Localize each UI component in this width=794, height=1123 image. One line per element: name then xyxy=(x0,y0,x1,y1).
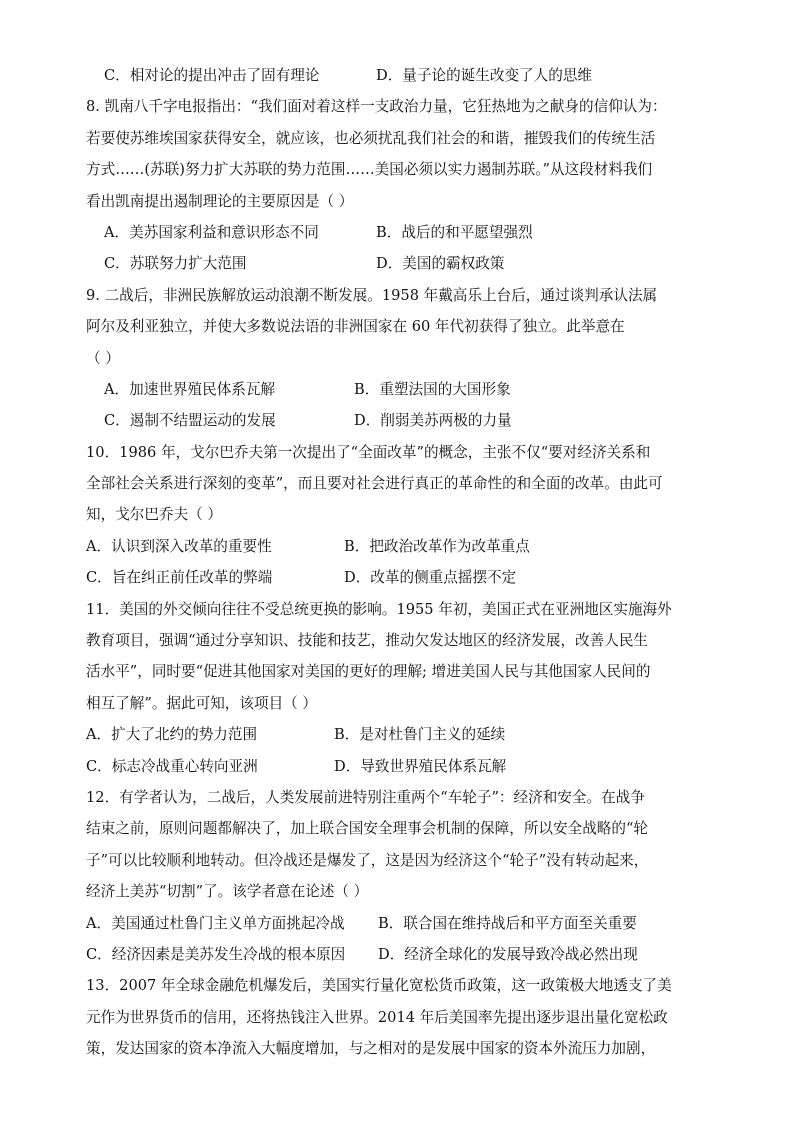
question-10 xyxy=(86,437,716,594)
q10-option-a[interactable]: A．认识到深入改革的重要性 xyxy=(86,537,272,555)
q9-options-row xyxy=(86,405,716,436)
q10-option-b[interactable]: B．把政治改革作为改革重点 xyxy=(344,537,530,555)
q12-option-b[interactable]: B．联合国在维持战后和平方面至关重要 xyxy=(378,914,637,932)
q10-options-row xyxy=(86,562,716,593)
question-9 xyxy=(86,280,716,437)
q12-stem-line: 经济上美苏“切割”了。该学者意在论述（ ） xyxy=(86,883,369,901)
q12-stem-line: 结束之前，原则问题都解决了，加上联合国安全理事会机制的保障，所以安全战略的“轮 xyxy=(86,820,649,838)
q13-stem-line: 策，发达国家的资本净流入大幅度增加，与之相对的是发展中国家的资本外流压力加剧， xyxy=(86,1040,656,1058)
q12-stem-line: 子”可以比较顺利地转动。但冷战还是爆发了，这是因为经济这个“轮子”没有转动起来， xyxy=(86,851,649,869)
exam-page xyxy=(86,60,716,1065)
q9-stem-line: （ ） xyxy=(86,349,120,367)
q13-stem-line: 元作为世界货币的信用，还将热钱注入世界。2014 年后美国率先提出逐步退出量化宽松政 xyxy=(86,1008,668,1026)
q12-stem-line: 12．有学者认为，二战后，人类发展前进特别注重两个“车轮子”：经济和安全。在战争 xyxy=(86,788,645,806)
q8-options-row xyxy=(86,217,716,248)
q10-options-row xyxy=(86,531,716,562)
q13-stem-line: 13．2007 年全球金融危机爆发后，美国实行量化宽松货币政策，这一政策极大地透支了美 xyxy=(86,977,672,995)
question-13 xyxy=(86,970,716,1064)
q7-options-row xyxy=(86,60,716,91)
q11-option-c[interactable]: C．标志冷战重心转向亚洲 xyxy=(86,757,258,775)
q11-stem-line: 相互了解”。据此可知，该项目（ ） xyxy=(86,694,318,712)
q10-stem-line: 知，戈尔巴乔夫（ ） xyxy=(86,506,222,524)
q11-stem-line: 11．美国的外交倾向往往不受总统更换的影响。1955 年初，美国正式在亚洲地区实施海外 xyxy=(86,600,672,618)
q11-stem-line: 教育项目，强调“通过分享知识、技能和技艺，推动欠发达地区的经济发展，改善人民生 xyxy=(86,632,649,650)
question-12 xyxy=(86,782,716,970)
q8-option-d[interactable]: D．美国的霸权政策 xyxy=(376,255,505,273)
q11-options-row xyxy=(86,751,716,782)
q11-option-a[interactable]: A．扩大了北约的势力范围 xyxy=(86,726,258,744)
q8-stem-line: 看出凯南提出遏制理论的主要原因是（ ） xyxy=(86,192,354,210)
q8-option-c[interactable]: C．苏联努力扩大范围 xyxy=(104,255,247,273)
q9-stem-line: 阿尔及利亚独立，并使大多数说法语的非洲国家在 60 年代初获得了独立。此举意在 xyxy=(86,318,625,336)
q12-options-row xyxy=(86,908,716,939)
q12-option-c[interactable]: C．经济因素是美苏发生冷战的根本原因 xyxy=(86,945,346,963)
q9-option-d[interactable]: D．削弱美苏两极的力量 xyxy=(354,412,512,430)
q10-stem-line: 10．1986 年，戈尔巴乔夫第一次提出了“全面改革”的概念，主张不仅“要对经济关系和 xyxy=(86,443,651,461)
q8-option-b[interactable]: B．战后的和平愿望强烈 xyxy=(376,223,533,241)
question-11 xyxy=(86,594,716,782)
q12-option-d[interactable]: D．经济全球化的发展导致冷战必然出现 xyxy=(378,945,638,963)
q10-option-d[interactable]: D．改革的侧重点摇摆不定 xyxy=(344,569,517,587)
q11-options-row xyxy=(86,719,716,750)
q9-option-a[interactable]: A．加速世界殖民体系瓦解 xyxy=(104,380,276,398)
q12-option-a[interactable]: A．美国通过杜鲁门主义单方面挑起冷战 xyxy=(86,914,345,932)
q11-option-d[interactable]: D．导致世界殖民体系瓦解 xyxy=(334,757,507,775)
q7-option-d[interactable]: D．量子论的诞生改变了人的思维 xyxy=(376,67,593,84)
q9-options-row xyxy=(86,374,716,405)
q8-options-row xyxy=(86,248,716,279)
q11-stem-line: 活水平”，同时要“促进其他国家对美国的更好的理解; 增进美国人民与其他国家人民间的 xyxy=(86,663,651,681)
q10-option-c[interactable]: C．旨在纠正前任改革的弊端 xyxy=(86,569,273,587)
q9-option-c[interactable]: C．遏制不结盟运动的发展 xyxy=(104,412,276,430)
q11-option-b[interactable]: B．是对杜鲁门主义的延续 xyxy=(334,726,506,744)
q8-stem-line: 若要使苏维埃国家获得安全，就应该，也必须扰乱我们社会的和谐，摧毁我们的传统生活 xyxy=(86,129,656,147)
q8-option-a[interactable]: A．美苏国家利益和意识形态不同 xyxy=(104,223,319,241)
q9-option-b[interactable]: B．重塑法国的大国形象 xyxy=(354,380,511,398)
q8-stem-line: 方式……(苏联)努力扩大苏联的势力范围……美国必须以实力遏制苏联。”从这段材料我们 xyxy=(86,161,653,179)
q12-options-row xyxy=(86,939,716,970)
q8-stem-line: 8. 凯南八千字电报指出：“我们面对着这样一支政治力量，它狂热地为之献身的信仰认为： xyxy=(86,98,667,116)
q9-stem-line: 9. 二战后，非洲民族解放运动浪潮不断发展。1958 年戴高乐上台后，通过谈判承认法属 xyxy=(86,286,658,304)
q10-stem-line: 全部社会关系进行深刻的变革”，而且要对社会进行真正的革命性的和全面的改革。由此可 xyxy=(86,475,663,493)
q7-option-c[interactable]: C．相对论的提出冲击了固有理论 xyxy=(104,67,320,84)
question-8 xyxy=(86,91,716,279)
